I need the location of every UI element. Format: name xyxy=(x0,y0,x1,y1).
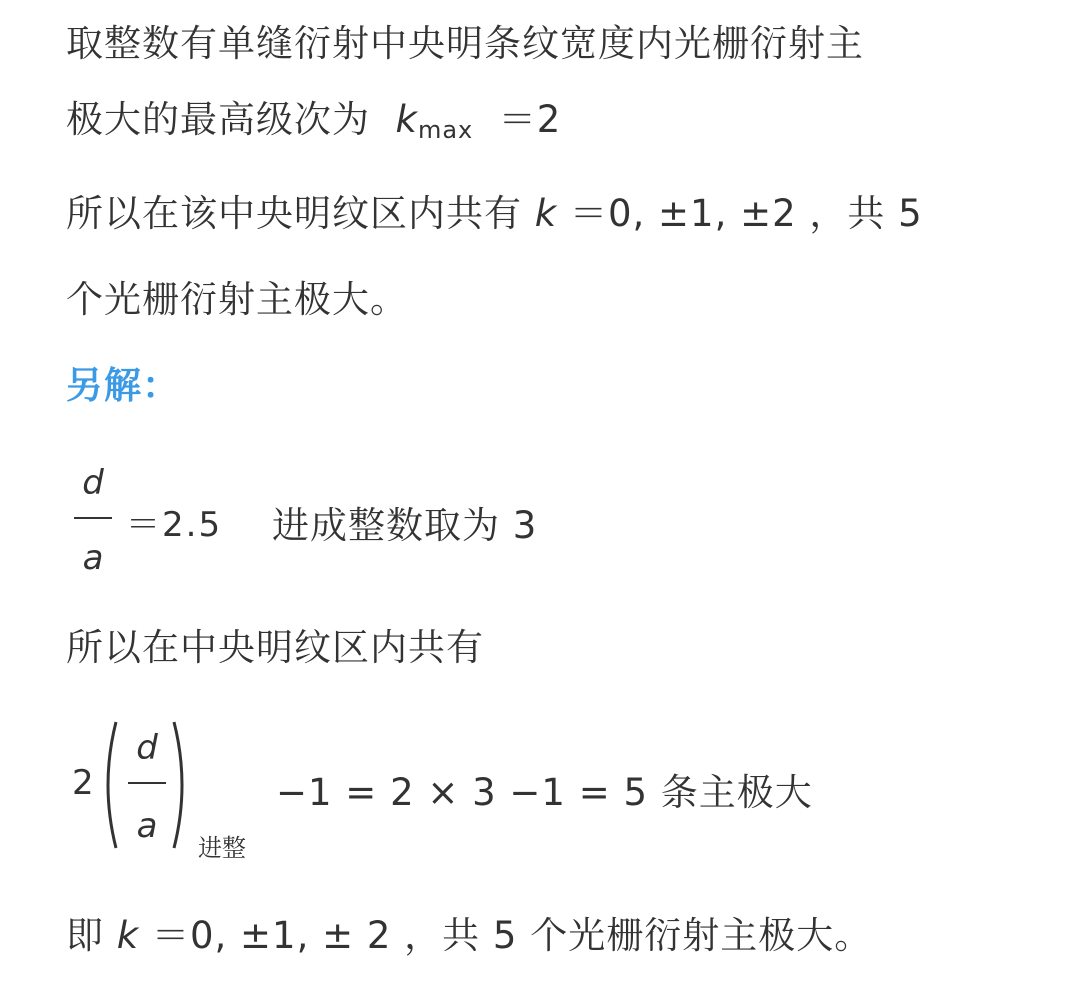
para4 xyxy=(66,914,872,958)
eq1-fraction-bar xyxy=(74,517,112,519)
eq2-subscript: 进整 xyxy=(198,834,246,862)
eq2-fraction-bar xyxy=(128,782,166,784)
alt-solution-heading: 另解： xyxy=(66,364,180,407)
left-paren-icon xyxy=(96,718,120,852)
eq1-denominator: a xyxy=(82,538,104,578)
kmax-symbol: k xyxy=(395,98,418,141)
para4-prefix: 即 xyxy=(66,914,104,957)
para1-line1: 取整数有单缝衍射中央明条纹宽度内光栅衍射主 xyxy=(66,22,864,65)
para2-line2: 个光栅衍射主极大。 xyxy=(66,278,408,321)
para1-line2 xyxy=(66,98,561,146)
kmax-subscript: max xyxy=(417,116,474,144)
eq1-text: 进成整数取为 3 xyxy=(272,504,538,547)
kmax-value: ＝2 xyxy=(498,98,562,141)
eq2-coefficient: 2 xyxy=(72,763,94,803)
eq2-numerator: d xyxy=(136,728,158,768)
eq2-rhs: −1 = 2 × 3 −1 = 5 条主极大 xyxy=(276,771,813,814)
k-symbol: k xyxy=(534,192,558,235)
k-values: ＝0, ±1, ±2 ，共 5 xyxy=(569,192,923,235)
eq1-numerator: d xyxy=(82,463,104,503)
eq1-rhs: ＝2.5 xyxy=(126,505,223,545)
para2-line1 xyxy=(66,192,923,236)
para3: 所以在中央明纹区内共有 xyxy=(66,626,484,669)
right-paren-icon xyxy=(170,718,194,852)
para2-prefix: 所以在该中央明纹区内共有 xyxy=(66,192,522,235)
para1-line2-prefix: 极大的最高级次为 xyxy=(66,98,370,141)
k-symbol-2: k xyxy=(116,914,140,957)
para4-values: ＝0, ±1, ± 2 ，共 5 个光栅衍射主极大。 xyxy=(151,914,873,957)
eq2-denominator: a xyxy=(136,806,158,846)
